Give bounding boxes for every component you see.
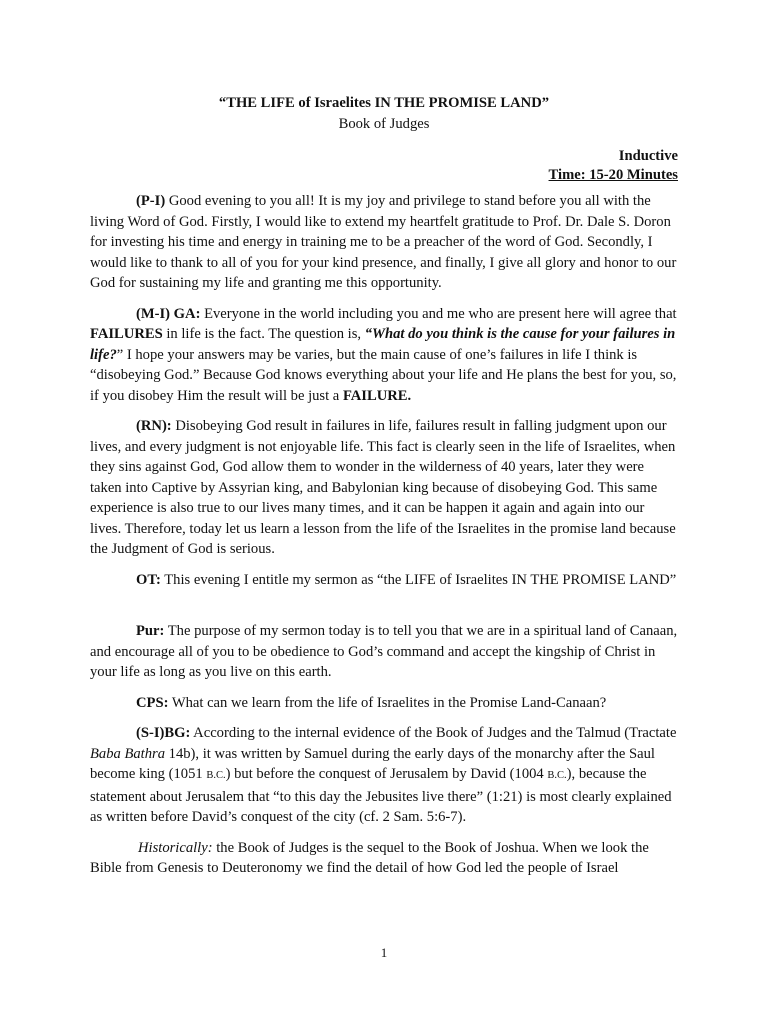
paragraph-label: (M-I) GA: bbox=[136, 305, 201, 322]
emphasis-question: “What do you think is the cause for your failures in life? bbox=[90, 326, 676, 363]
paragraph-text: Disobeying God result in failures in life, failures result in falling judgment upon our lives, and every judgment is not enjoyable life. This fact is clearly seen in the life of Israelites, when they sins against God, God allow them to wonder in the wilderness of 40 years, later they were taken into Captive by Assyrian king, and Babylonian king because of disobeying God. This same experience is also true to our lives many times, and it can be happen it again and again into our lives. Therefore, today let us learn a lesson from the life of the Israelites in the promise land because the Judgment of God is serious. bbox=[90, 418, 676, 557]
document-body bbox=[90, 191, 678, 879]
method-label: Inductive bbox=[618, 148, 678, 164]
paragraph-title bbox=[90, 570, 678, 591]
paragraph-text: What can we learn from the life of Israelites in the Promise Land-Canaan? bbox=[168, 694, 607, 711]
paragraph-label: Pur: bbox=[136, 623, 165, 639]
paragraph-text: 14b), it was written by Samuel during the early days of the monarchy after the Saul become king (1051 bbox=[90, 745, 655, 782]
paragraph-text: This evening I entitle my sermon as “the LIFE of Israelites IN THE PROMISE LAND” bbox=[160, 571, 677, 588]
document-title: “THE LIFE of Israelites IN THE PROMISE LAND” bbox=[218, 95, 550, 111]
emphasis-failures: FAILURES bbox=[90, 326, 163, 342]
paragraph-label: (RN): bbox=[136, 418, 172, 434]
document-subtitle: Book of Judges bbox=[338, 116, 430, 132]
paragraph-label: (S-I)BG: bbox=[136, 725, 191, 741]
paragraph-central-question bbox=[90, 693, 678, 714]
paragraph-text: ) but before the conquest of Jerusalem by David (1004 bbox=[225, 766, 548, 782]
paragraph-label: OT: bbox=[136, 571, 161, 588]
paragraph-text: According to the internal evidence of the Book of Judges and the Talmud (Tractate bbox=[190, 725, 677, 741]
paragraph-main-intro bbox=[90, 304, 678, 407]
paragraph-text: ” I hope your answers may be varies, but the main cause of one’s failures in life I think is “disobeying God.” Because God knows everything about your life and He plans the best for you, so, if you disobey Him the result will be just a bbox=[90, 346, 677, 404]
paragraph-label: (P-I) bbox=[136, 193, 166, 209]
paragraph-text: Everyone in the world including you and me who are present here will agree that bbox=[200, 305, 677, 322]
era-abbreviation: B.C. bbox=[547, 770, 567, 781]
paragraph-historically bbox=[90, 838, 678, 879]
emphasis-baba-bathra: Baba Bathra bbox=[90, 745, 165, 762]
time-label: Time: 15-20 Minutes bbox=[548, 167, 678, 183]
sermon-meta bbox=[90, 147, 678, 185]
paragraph-label: CPS: bbox=[136, 694, 169, 711]
paragraph-text: in life is the fact. The question is, bbox=[162, 326, 365, 342]
paragraph-need bbox=[90, 416, 678, 560]
paragraph-purpose bbox=[90, 621, 678, 683]
era-abbreviation: B.C. bbox=[206, 770, 226, 781]
paragraph-text: The purpose of my sermon today is to tell you that we are in a spiritual land of Canaan, and encourage all of you to be obedience to God’s command and accept the kingship of Christ in your life as long as you live on this earth. bbox=[90, 623, 678, 680]
page-number: 1 bbox=[380, 945, 388, 960]
paragraph-text: ), because the statement about Jerusalem that “to this day the Jebusites live there” (1:21) is most clearly explained as written before David’s conquest of the city (cf. 2 Sam. 5:6-7). bbox=[90, 766, 672, 825]
emphasis-failure: FAILURE. bbox=[342, 387, 412, 404]
paragraph-background bbox=[90, 723, 678, 828]
paragraph-text: Good evening to you all! It is my joy and privilege to stand before you all with the living Word of God. Firstly, I would like to extend my heartfelt gratitude to Prof. Dr. Dale S. Doron for investing his time and energy in training me to be a preacher of the word of God. Secondly, I would like to thank to all of you for your kind presence, and finally, I give all glory and honor to our God for sustaining my life and granting me this opportunity. bbox=[90, 193, 677, 291]
paragraph-personal-intro bbox=[90, 191, 678, 294]
paragraph-label: Historically: bbox=[138, 839, 213, 856]
paragraph-text: the Book of Judges is the sequel to the Book of Joshua. When we look the Bible from Genesis to Deuteronomy we find the detail of how God led the people of Israel bbox=[90, 839, 649, 876]
